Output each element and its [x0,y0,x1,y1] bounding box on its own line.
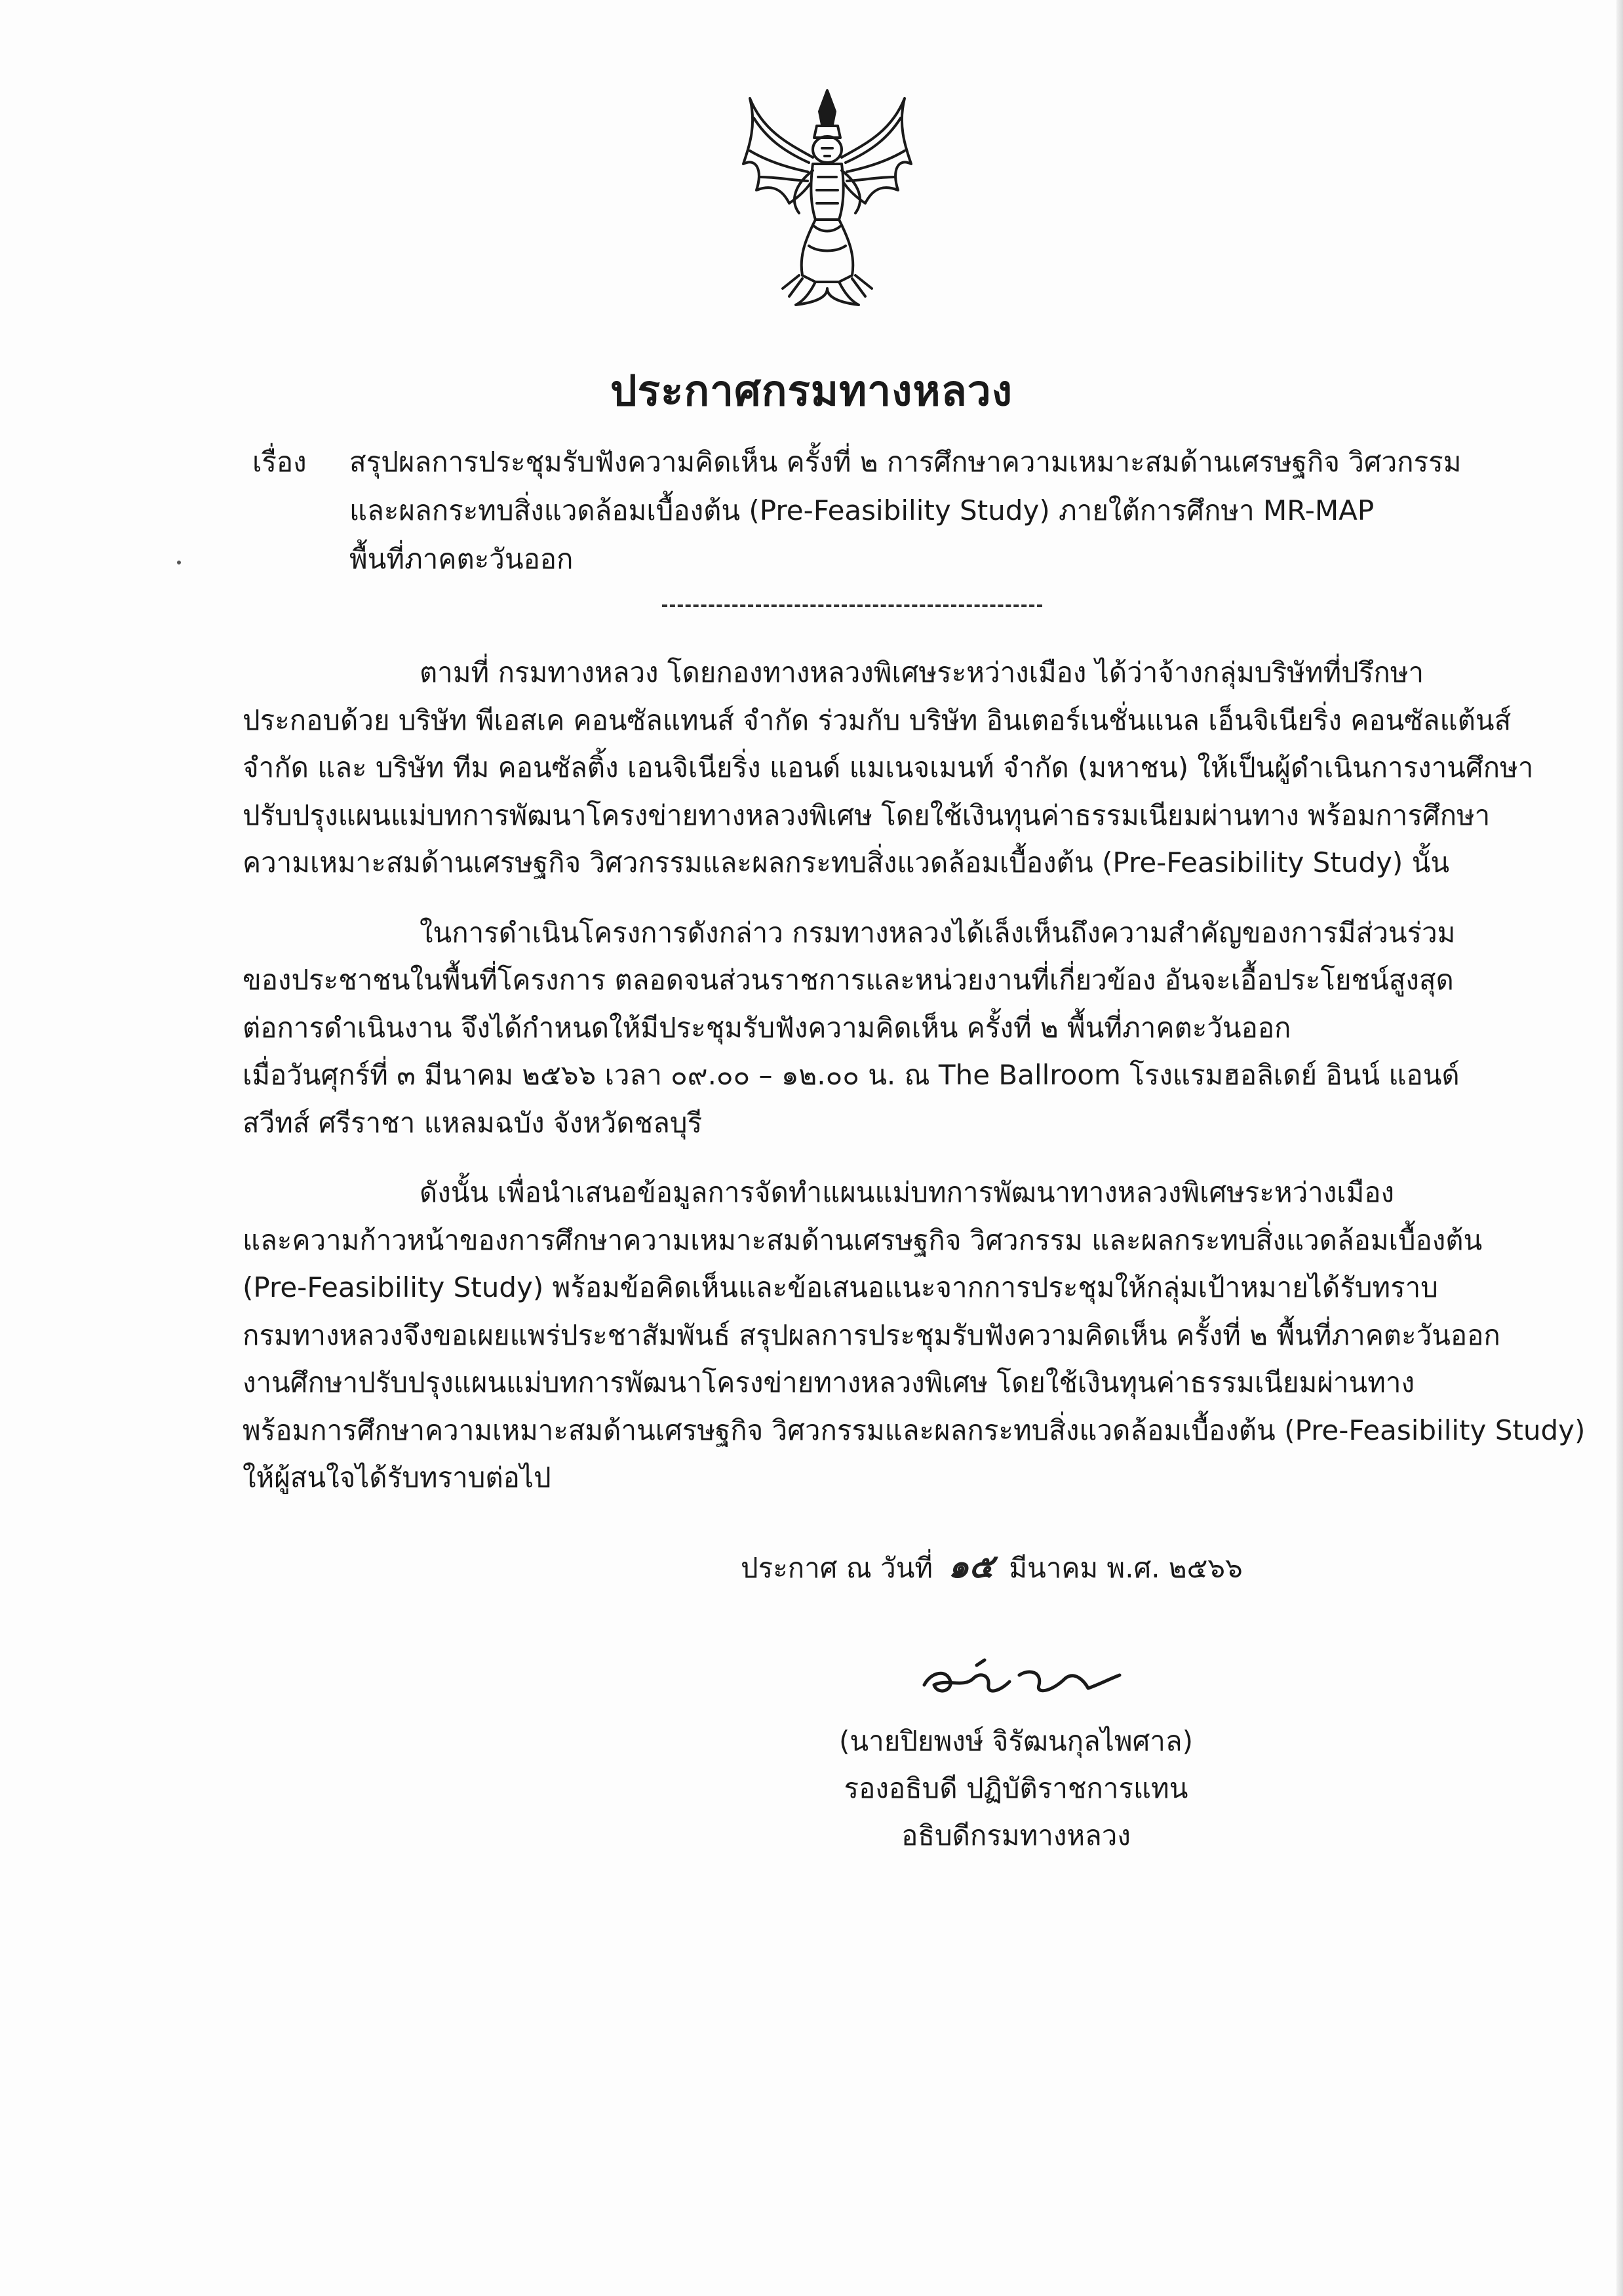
signatory-block [787,1718,1245,1859]
scan-edge-shadow [1616,0,1623,2296]
text-line: เมื่อวันศุกร์ที่ ๓ มีนาคม ๒๕๖๖ เวลา ๐๙.๐๐ – ๑๒.๐๐ น. ณ The Ballroom โรงแรมฮอลิเดย์ อินน์ แอนด์ [243,1059,1460,1091]
text-line: (Pre-Feasibility Study) พร้อมข้อคิดเห็นและข้อเสนอแนะจากการประชุมให้กลุ่มเป้าหมายได้รับทราบ [243,1271,1438,1303]
text-line: ในการดำเนินโครงการดังกล่าว กรมทางหลวงได้เล็งเห็นถึงความสำคัญของการมีส่วนร่วม [420,916,1456,949]
date-prefix: ประกาศ ณ วันที่ [741,1552,933,1584]
text-line: และความก้าวหน้าของการศึกษาความเหมาะสมด้านเศรษฐกิจ วิศวกรรม และผลกระทบสิ่งแวดล้อมเบื้องต้น [243,1223,1483,1256]
subject-label: เรื่อง [252,446,307,478]
subject-line: และผลกระทบสิ่งแวดล้อมเบื้องต้น (Pre-Feasibility Study) ภายใต้การศึกษา MR-MAP [349,494,1375,526]
date-month-year: มีนาคม พ.ศ. ๒๕๖๖ [1009,1552,1243,1584]
text-line: ของประชาชนในพื้นที่โครงการ ตลอดจนส่วนราชการและหน่วยงานที่เกี่ยวข้อง อันจะเอื้อประโยชน์สูงสุด [243,964,1454,996]
announcement-date [741,1541,1243,1593]
text-line: กรมทางหลวงจึงขอเผยแพร่ประชาสัมพันธ์ สรุปผลการประชุมรับฟังความคิดเห็น ครั้งที่ ๒ พื้นที่ภาคตะวันออก [243,1318,1500,1351]
subject-text [349,438,1498,584]
document-title: ประกาศกรมทางหลวง [610,367,1013,416]
signatory-name: (นายปิยพงษ์ จิรัฒนกุลไพศาล) [839,1725,1193,1757]
text-line: พร้อมการศึกษาความเหมาะสมด้านเศรษฐกิจ วิศวกรรมและผลกระทบสิ่งแวดล้อมเบื้องต้น (Pre-Feasibility Study) [243,1414,1586,1446]
document-body [243,649,1586,1524]
paragraph-2 [243,909,1478,1147]
dashed-divider [662,604,1042,607]
text-line: ความเหมาะสมด้านเศรษฐกิจ วิศวกรรมและผลกระทบสิ่งแวดล้อมเบื้องต้น (Pre-Feasibility Study) นั้น [243,846,1450,879]
paragraph-1 [243,649,1534,887]
subject-line: สรุปผลการประชุมรับฟังความคิดเห็น ครั้งที่ ๒ การศึกษาความเหมาะสมด้านเศรษฐกิจ วิศวกรรม [349,446,1462,478]
paragraph-3 [243,1169,1586,1502]
text-line: งานศึกษาปรับปรุงแผนแม่บทการพัฒนาโครงข่ายทางหลวงพิเศษ โดยใช้เงินทุนค่าธรรมเนียมผ่านทาง [243,1366,1415,1398]
text-line: ปรับปรุงแผนแม่บทการพัฒนาโครงข่ายทางหลวงพิเศษ โดยใช้เงินทุนค่าธรรมเนียมผ่านทาง พร้อมการศึกษา [243,799,1491,831]
subject-line: พื้นที่ภาคตะวันออก [349,543,574,575]
text-line: ดังนั้น เพื่อนำเสนอข้อมูลการจัดทำแผนแม่บทการพัฒนาทางหลวงพิเศษระหว่างเมือง [420,1176,1395,1208]
text-line: ตามที่ กรมทางหลวง โดยกองทางหลวงพิเศษระหว่างเมือง ได้ว่าจ้างกลุ่มบริษัทที่ปรึกษา [420,656,1424,688]
garuda-emblem-icon [737,85,918,308]
date-day-handwritten: ๑๕ [948,1547,994,1585]
signatory-organization: อธิบดีกรมทางหลวง [901,1819,1131,1851]
text-line: จำกัด และ บริษัท ทีม คอนซัลติ้ง เอนจิเนียริ่ง แอนด์ แมเนจเมนท์ จำกัด (มหาชน) ให้เป็นผู้ดำเนินการงานศึกษา [243,751,1534,783]
text-line: ต่อการดำเนินงาน จึงได้กำหนดให้มีประชุมรับฟังความคิดเห็น ครั้งที่ ๒ พื้นที่ภาคตะวันออก [243,1011,1291,1044]
text-line: ประกอบด้วย บริษัท พีเอสเค คอนซัลแทนส์ จำกัด ร่วมกับ บริษัท อินเตอร์เนชั่นแนล เอ็นจิเนียริ่ง คอนซัลแต้นส์ [243,703,1512,736]
signatory-position: รองอธิบดี ปฏิบัติราชการแทน [844,1772,1188,1804]
scan-speck [177,561,181,564]
text-line: สวีทส์ ศรีราชา แหลมฉบัง จังหวัดชลบุรี [243,1106,703,1139]
text-line: ให้ผู้สนใจได้รับทราบต่อไป [243,1461,551,1494]
handwritten-signature [911,1639,1127,1711]
